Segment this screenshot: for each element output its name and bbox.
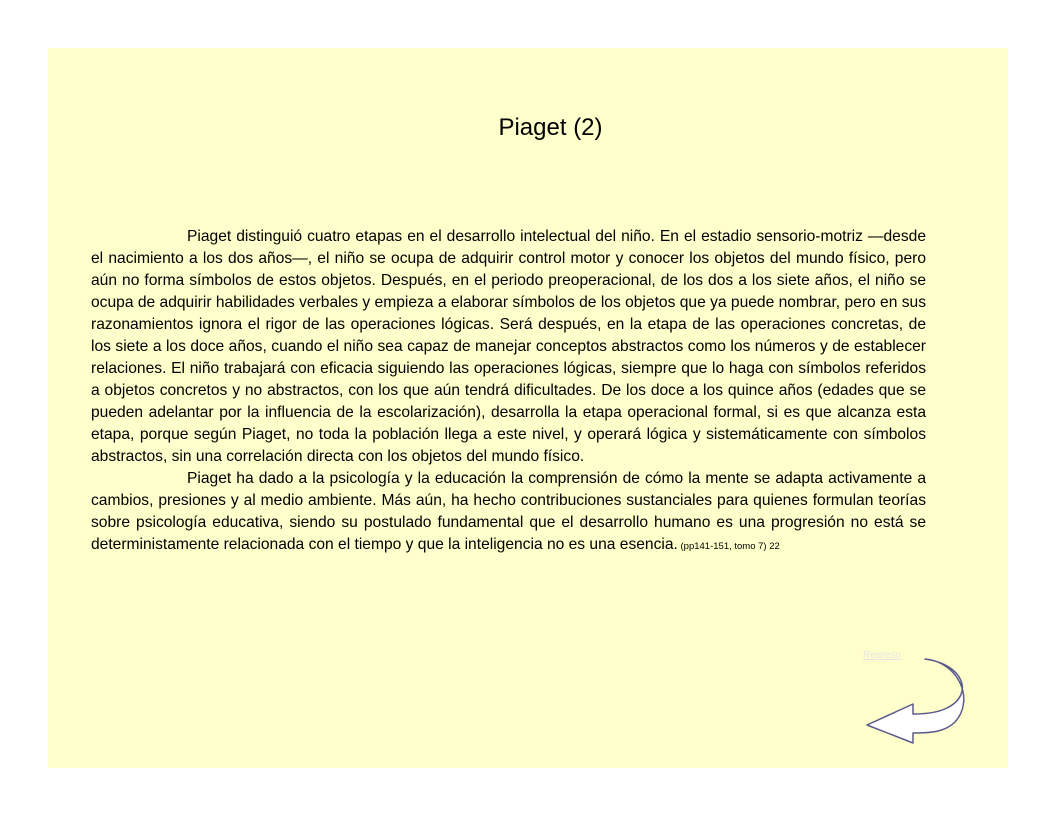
return-link[interactable]: Regreso: [863, 650, 901, 661]
paragraph-2-text: Piaget ha dado a la psicología y la educación la comprensión de cómo la mente se adapta activamente a cambios, presiones y al medio ambiente. Más aún, ha hecho contribuciones sustanciales para quienes formulan teorías sobre psicología educativa, siendo su postulado fundamental que el desarrollo humano es una progresión no está se deterministamente relacionada con el tiempo y que la inteligencia no es una esencia.: [91, 470, 926, 553]
paragraph-2: [91, 468, 926, 558]
slide-body: [91, 226, 926, 558]
citation: (pp141-151, tomo 7) 22: [677, 541, 780, 552]
paragraph-1: Piaget distinguió cuatro etapas en el desarrollo intelectual del niño. En el estadio sensorio-motriz —desde el nacimiento a los dos años—, el niño se ocupa de adquirir control motor y conocer los objetos del mundo físico, pero aún no forma símbolos de estos objetos. Después, en el periodo preoperacional, de los dos a los siete años, el niño se ocupa de adquirir habilidades verbales y empieza a elaborar símbolos de los objetos que ya puede nombrar, pero en sus razonamientos ignora el rigor de las operaciones lógicas. Será después, en la etapa de las operaciones concretas, de los siete a los doce años, cuando el niño sea capaz de manejar conceptos abstractos como los números y de establecer relaciones. El niño trabajará con eficacia siguiendo las operaciones lógicas, siempre que lo haga con símbolos referidos a objetos concretos y no abstractos, con los que aún tendrá dificultades. De los doce a los quince años (edades que se pueden adelantar por la influencia de la escolarización), desarrolla la etapa operacional formal, si es que alcanza esta etapa, porque según Piaget, no toda la población llega a este nivel, y operará lógica y sistemáticamente con símbolos abstractos, sin una correlación directa con los objetos del mundo físico.: [91, 228, 926, 465]
slide: [48, 48, 1008, 768]
slide-title: Piaget (2): [498, 114, 603, 141]
curved-back-arrow-icon[interactable]: [863, 652, 965, 744]
